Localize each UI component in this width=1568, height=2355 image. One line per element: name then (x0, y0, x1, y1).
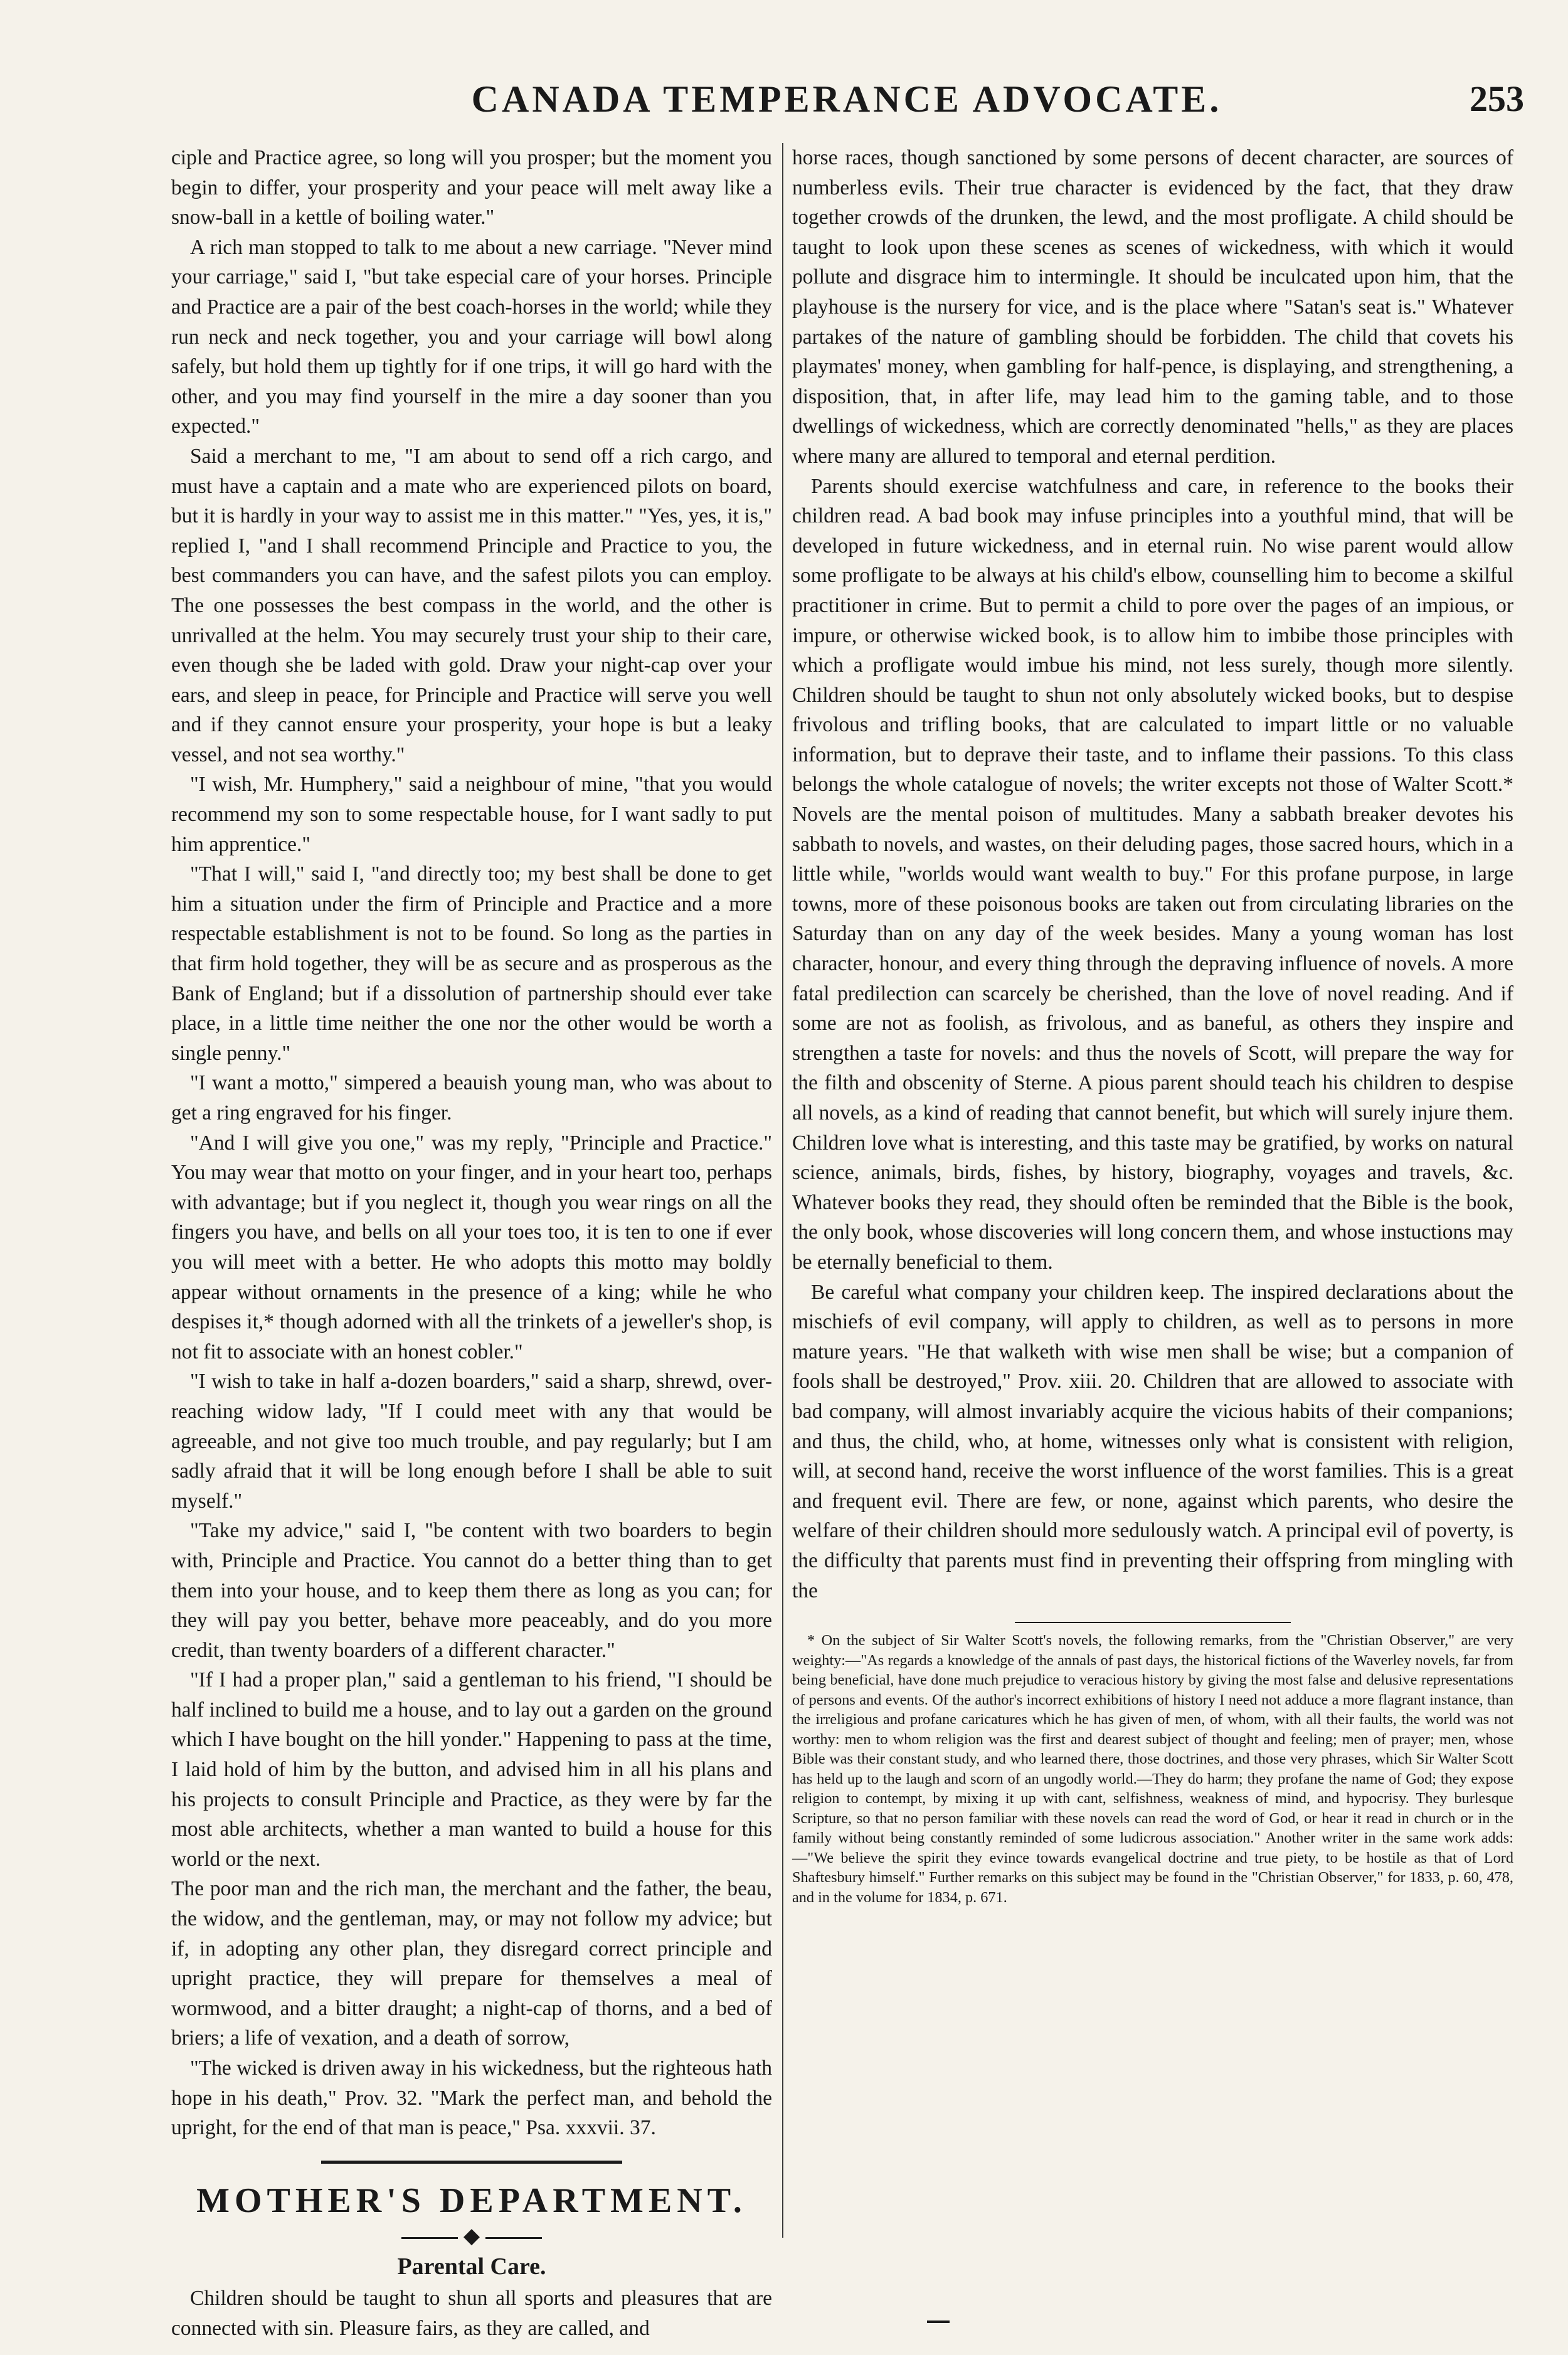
article-paragraph: Be careful what company your children keep. The inspired declarations about the mischiefs of evil company, will apply to children, as well as to persons in more mature years. "He that walketh with wise men shall be wise; but a companion of fools shall be destroyed," Prov. xiii. 20. Children that are allowed to associate with bad company, will almost invariably acquire the vicious habits of their companions; and thus, the child, who, at home, witnesses only what is consistent with religion, will, at second hand, receive the worst influence of the worst families. This is a great and frequent evil. There are few, or none, against which parents, who desire the welfare of their children should more sedulously watch. A principal evil of poverty, is the difficulty that parents must find in preventing their offspring from mingling with the (792, 1280, 1513, 1602)
right-column (792, 143, 1513, 1907)
article-paragraph: horse races, though sanctioned by some persons of decent character, are sources of numberless evils. Their true character is evidenced by the fact, that they draw together crowds of the drunken, the lewd, and the most profligate. A child should be taught to look upon these scenes as scenes of wickedness, with which it would pollute and disgrace him to intermingle. It should be inculcated upon him, that the playhouse is the nursery for vice, and is the place where "Satan's seat is." Whatever partakes of the nature of gambling should be forbidden. The child that covets his playmates' money, when gambling for half-pence, is displaying, and strengthening, a disposition, that, in after life, may lead him to the gaming table, and to those dwellings of wickedness, which are correctly denominated "hells," as they are places where many are allured to temporal and eternal perdition. (792, 146, 1513, 468)
article-paragraph: "The wicked is driven away in his wickedness, but the righteous hath hope in his death," Prov. 32. "Mark the perfect man, and behold the upright, for the end of that man is peace," Psa. xxxvii. 37. (171, 2056, 772, 2140)
article-paragraph: Parents should exercise watchfulness and care, in reference to the books their children read. A bad book may infuse principles into a youthful mind, that will be developed in future wickedness, and in eternal ruin. No wise parent would allow some profligate to be always at his child's elbow, counselling him to become a skilful practitioner in crime. But to permit a child to pore over the pages of an impious, or impure, or otherwise wicked book, is to allow him to imbibe those principles with which a profligate would imbue his mind, not less surely, though more silently. Children should be taught to shun not only absolutely wicked books, but to despise frivolous and trifling books, that are calculated to impart little or no valuable information, but to deprave their taste, and to inflame their passions. To this class belongs the whole catalogue of novels; the writer excepts not those of Walter Scott.* Novels are the mental poison of multitudes. Many a sabbath breaker devotes his sabbath to novels, and wastes, on their deluding pages, those sacred hours, which in a little while, "worlds would want wealth to buy." For this profane purpose, in large towns, more of these poisonous books are taken out from circulating libraries on the Saturday than on any day of the week besides. Many a young woman has lost character, honour, and every thing through the depraving influence of novels. A more fatal predilection can scarcely be cherished, than the love of novel reading. And if some are not as foolish, as frivolous, and as baneful, as others they inspire and strengthen a taste for novels: and thus the novels of Scott, will prepare the way for the filth and obscenity of Sterne. A pious parent should teach his children to despise all novels, as a kind of reading that cannot benefit, but which will surely injure them. Children love what is interesting, and this taste may be gratified, by works on natural science, animals, birds, fishes, by history, biography, voyages and travels, &c. Whatever books they read, they should often be reminded that the Bible is the book, the only book, whose discoveries will long concern them, and whose instuctions may be eternally beneficial to them. (792, 474, 1513, 1274)
article-paragraph: Said a merchant to me, "I am about to send off a rich cargo, and must have a captain and a mate who are experienced pilots on board, but it is hardly in your way to assist me in this matter." "Yes, yes, it is," replied I, "and I shall recommend Principle and Practice to you, the best commanders you can have, and the safest pilots you can employ. The one possesses the best compass in the world, and the other is unrivalled at the helm. You may securely trust your ship to their care, even though she be laded with gold. Draw your night-cap over your ears, and sleep in peace, for Principle and Practice will serve you well and if they cannot ensure your prosperity, your hope is but a leaky vessel, and not sea worthy." (171, 444, 772, 766)
department-heading: MOTHER'S DEPARTMENT. (196, 2181, 747, 2220)
section-separator-rule (321, 2161, 622, 2164)
article-paragraph: "If I had a proper plan," said a gentleman to his friend, "I should be half inclined to build me a house, and to lay out a garden on the ground which I have bought on the hill yonder." Happening to pass at the time, I laid hold of him by the button, and advised him in all his plans and his projects to consult Principle and Practice, as they were by far the most able architects, whether a man wanted to build a house for this world or the next. (171, 1668, 772, 1871)
article-paragraph: The poor man and the rich man, the merchant and the father, the beau, the widow, and the gentleman, may, or may not follow my advice; but if, in adopting any other plan, they disregard correct principle and upright practice, they will prepare for themselves a meal of wormwood, and a bitter draught; a night-cap of thorns, and a bed of briers; a life of vexation, and a death of sorrow, (171, 1877, 772, 2050)
section-title: Parental Care. (397, 2253, 546, 2280)
ornament-divider: ◆ (171, 2226, 772, 2247)
article-paragraph: "I want a motto," simpered a beauish young man, who was about to get a ring engraved for his finger. (171, 1071, 772, 1125)
article-paragraph: Children should be taught to shun all sports and pleasures that are connected with sin. Pleasure fairs, as they are called, and (171, 2286, 772, 2340)
footnote: * On the subject of Sir Walter Scott's novels, the following remarks, from the "Christian Observer," are very weighty:—"As regards a knowledge of the annals of past days, the historical fictions of the Waverley novels, far from being beneficial, have done much prejudice to veracious history by giving the most false and delusive representations of persons and events. Of the author's incorrect exhibitions of history I need not adduce a more flagrant instance, than the irreligious and profane caricatures which he has given of men, of whom, with all their faults, the world was not worthy: men to whom religion was the first and dearest subject of thought and feeling; men of prayer; men, whose Bible was their constant study, and who learned there, those doctrines, and those very phrases, which Sir Walter Scott has held up to the laugh and scorn of an ungodly world.—They do harm; they profane the name of God; they expose religion to contempt, by mixing it up with cant, selfishness, weakness of mind, and hypocrisy. They burlesque Scripture, so that no person familiar with these novels can read the word of God, or hear it read in church or in the family without being constantly reminded of some ludicrous association." Another writer in the same work adds:—"We believe the spirit they evince towards evangelical doctrine and true piety, to be hostile as that of Lord Shaftesbury himself." Further remarks on this subject may be found in the "Christian Observer," for 1833, p. 60, 478, and in the volume for 1834, p. 671. (792, 1632, 1513, 1906)
running-title: CANADA TEMPERANCE ADVOCATE. (471, 78, 1222, 120)
article-paragraph: ciple and Practice agree, so long will you prosper; but the moment you begin to differ, your prosperity and your peace will melt away like a snow-ball in a kettle of boiling water." (171, 146, 772, 230)
article-paragraph: "Take my advice," said I, "be content with two boarders to begin with, Principle and Practice. You cannot do a better thing than to get them into your house, and to keep them there as long as you can; for they will pay you better, behave more peaceably, and do you more credit, than twenty boarders of a different character." (171, 1519, 772, 1662)
page-number: 253 (1470, 78, 1524, 119)
article-paragraph: "I wish, Mr. Humphery," said a neighbour of mine, "that you would recommend my son to some respectable house, for I want sadly to put him apprentice." (171, 773, 772, 856)
footnote-rule (1015, 1622, 1291, 1623)
left-column (171, 143, 772, 2343)
page-header (169, 78, 1524, 128)
article-paragraph: "I wish to take in half a-dozen boarders," said a sharp, shrewd, over-reaching widow lady, "If I could meet with any that would be agreeable, and not give too much trouble, and pay regularly; but I am sadly afraid that it will be long enough before I shall be able to suit myself." (171, 1370, 772, 1513)
article-paragraph: "That I will," said I, "and directly too; my best shall be done to get him a situation under the firm of Principle and Practice and a more respectable establishment is not to be found. So long as the parties in that firm hold together, they will be as secure and as prosperous as the Bank of England; but if a dissolution of partnership should ever take place, in a little time neither the one nor the other would be worth a single penny." (171, 862, 772, 1065)
column-divider (782, 143, 783, 2238)
article-paragraph: "And I will give you one," was my reply, "Principle and Practice." You may wear that motto on your finger, and in your heart too, perhaps with advantage; but if you neglect it, though you wear rings on all the fingers you have, and bells on all your toes too, it is ten to one if ever you will meet with a better. He who adopts this motto may boldly appear without ornaments in the presence of a king; while he who despises it,* though adorned with all the trinkets of a jeweller's shop, is not fit to associate with an honest cobler." (171, 1131, 772, 1363)
bottom-mark (927, 2321, 950, 2323)
article-paragraph: A rich man stopped to talk to me about a new carriage. "Never mind your carriage," said I, "but take especial care of your horses. Principle and Practice are a pair of the best coach-horses in the world; while they run neck and neck together, you and your carriage will bowl along safely, but hold them up tightly for if one trips, it will go hard with the other, and you may find yourself in the mire a day sooner than you expected." (171, 235, 772, 438)
